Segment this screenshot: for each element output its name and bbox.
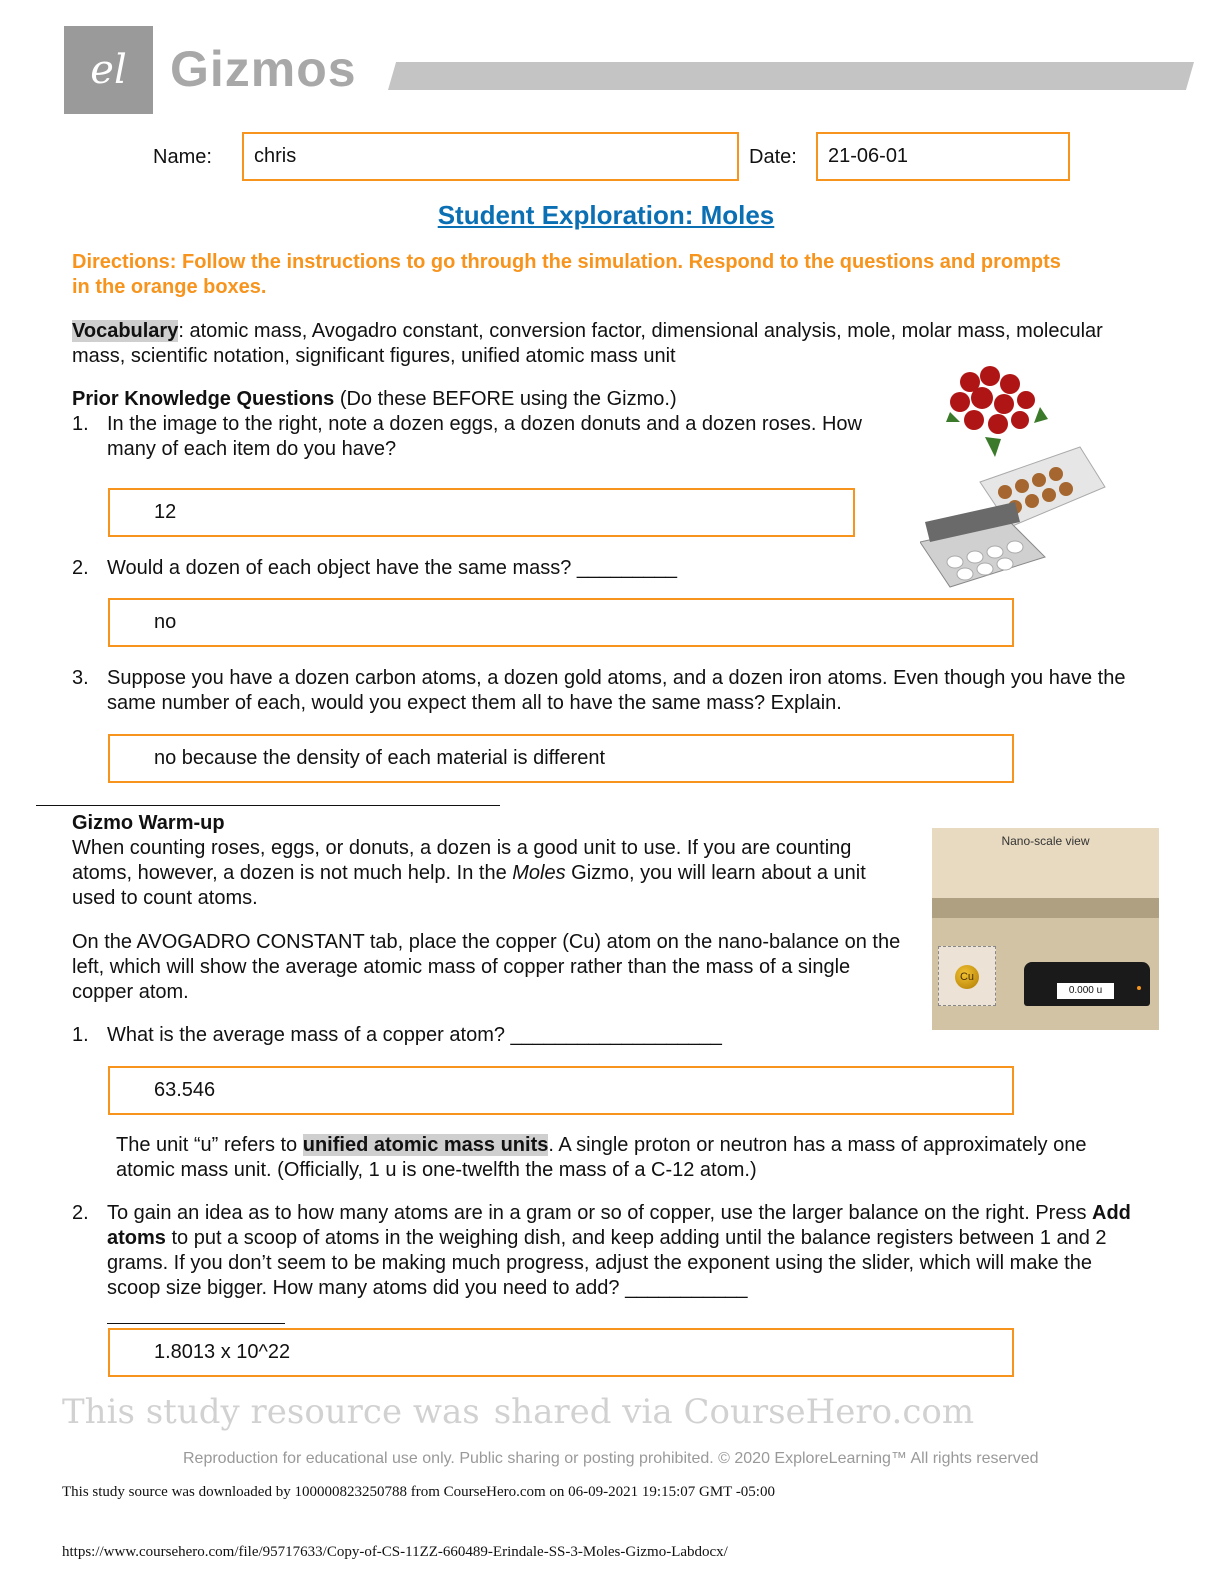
question-number: 1.	[72, 1024, 89, 1046]
date-field[interactable]: 21-06-01	[816, 132, 1070, 181]
question-text: What is the average mass of a copper atom? ___________________	[107, 1024, 722, 1046]
para1-em: Moles	[512, 862, 566, 884]
q2-text-bold: Add atoms	[107, 1202, 1131, 1249]
prior-note: (Do these BEFORE using the Gizmo.)	[334, 388, 677, 410]
directions: Directions: Follow the instructions to go through the simulation. Respond to the questions and prompts in the orange boxes.	[72, 251, 1061, 298]
question-number: 2.	[72, 1202, 89, 1224]
balance-light	[1137, 986, 1141, 990]
vocabulary-label: Vocabulary	[72, 320, 179, 342]
q2-text-a: To gain an idea as to how many atoms are in a gram or so of copper, use the larger balance on the right. Press	[107, 1202, 1092, 1224]
watermark-line-2: shared via CourseHero.com	[493, 1392, 975, 1432]
question-text: In the image to the right, note a dozen eggs, a dozen donuts and a dozen roses. How many of each item do you have?	[107, 413, 862, 460]
warmup-para1	[72, 836, 912, 911]
unit-note-bold: unified atomic mass units	[302, 1134, 549, 1156]
answer-box-1[interactable]: 12	[108, 488, 855, 537]
prior-heading	[72, 387, 677, 412]
question-number: 2.	[72, 557, 89, 579]
copyright-footer: Reproduction for educational use only. Public sharing or posting prohibited. © 2020 ExploreLearning™ All rights reserved	[183, 1450, 1039, 1467]
answer-box-3[interactable]: no because the density of each material is different	[108, 734, 1014, 783]
para1-a: When counting roses, eggs, or donuts, a dozen is a good unit to use. If you are counting atoms, however, a dozen is not much help. In the	[72, 837, 852, 884]
name-field[interactable]: chris	[242, 132, 739, 181]
copper-atom[interactable]: Cu	[955, 965, 979, 989]
answer-box-2[interactable]: no	[108, 598, 1014, 647]
section-divider	[36, 805, 500, 806]
unit-note-b: . A single proton or neutron has a mass of approximately one atomic mass unit. (Officially, 1 u is one-twelfth the mass of a C-12 atom.)	[116, 1134, 1087, 1181]
header-bar	[388, 62, 1194, 90]
shelf	[932, 898, 1159, 918]
answer-box-warmup-1[interactable]: 63.546	[108, 1066, 1014, 1115]
question-text: Would a dozen of each object have the same mass? _________	[107, 557, 678, 579]
name-label: Name:	[153, 146, 212, 168]
warmup-heading: Gizmo Warm-up	[72, 812, 225, 834]
page-title: Student Exploration: Moles	[437, 200, 775, 230]
question-text	[107, 1201, 1147, 1301]
date-label: Date:	[749, 146, 797, 168]
question-number: 1.	[72, 413, 89, 435]
nano-title: Nano-scale view	[1001, 834, 1090, 848]
question-text: Suppose you have a dozen carbon atoms, a dozen gold atoms, and a dozen iron atoms. Even though you have the same number of each, would you expect them all to have the same mass? Explain.	[107, 667, 1126, 714]
source-url[interactable]: https://www.coursehero.com/file/95717633/Copy-of-CS-11ZZ-660489-Erindale-SS-3-Moles-Gizmo-Labdocx/	[62, 1544, 728, 1560]
unit-note-a: The unit “u” refers to	[116, 1134, 303, 1156]
warmup-para2: On the AVOGADRO CONSTANT tab, place the copper (Cu) atom on the nano-balance on the left, which will show the average atomic mass of copper rather than the mass of a single copper atom.	[72, 931, 901, 1003]
prior-heading-title: Prior Knowledge Questions	[72, 388, 335, 410]
nano-balance	[1024, 962, 1150, 1006]
answer-line	[107, 1323, 285, 1324]
atom-tray	[938, 946, 996, 1006]
para1-b: Gizmo, you will learn about a unit used to count atoms.	[72, 862, 866, 909]
vocabulary-text: : atomic mass, Avogadro constant, conversion factor, dimensional analysis, mole, molar mass, molecular mass, scientific notation, significant figures, unified atomic mass unit	[72, 320, 1103, 367]
download-footer: This study source was downloaded by 100000823250788 from CourseHero.com on 06-09-2021 19:15:07 GMT -05:00	[62, 1484, 775, 1500]
watermark-line-1: This study resource was	[62, 1392, 480, 1432]
eggs-donuts-roses-image	[920, 362, 1110, 592]
watermark	[62, 1392, 1162, 1432]
unit-note	[116, 1133, 1146, 1183]
balance-readout: 0.000 u	[1057, 983, 1114, 999]
answer-box-warmup-2[interactable]: 1.8013 x 10^22	[108, 1328, 1014, 1377]
question-number: 3.	[72, 667, 89, 689]
logo-text: Gizmos	[170, 41, 357, 97]
q2-text-b: to put a scoop of atoms in the weighing dish, and keep adding until the balance registers between 1 and 2 grams. If you don’t seem to be making much progress, adjust the exponent using the slider, which will make the scoop size bigger. How many atoms did you need to add? ___________	[107, 1227, 1107, 1299]
logo-mark: el	[64, 26, 153, 114]
nano-scale-view-image	[932, 828, 1159, 1030]
